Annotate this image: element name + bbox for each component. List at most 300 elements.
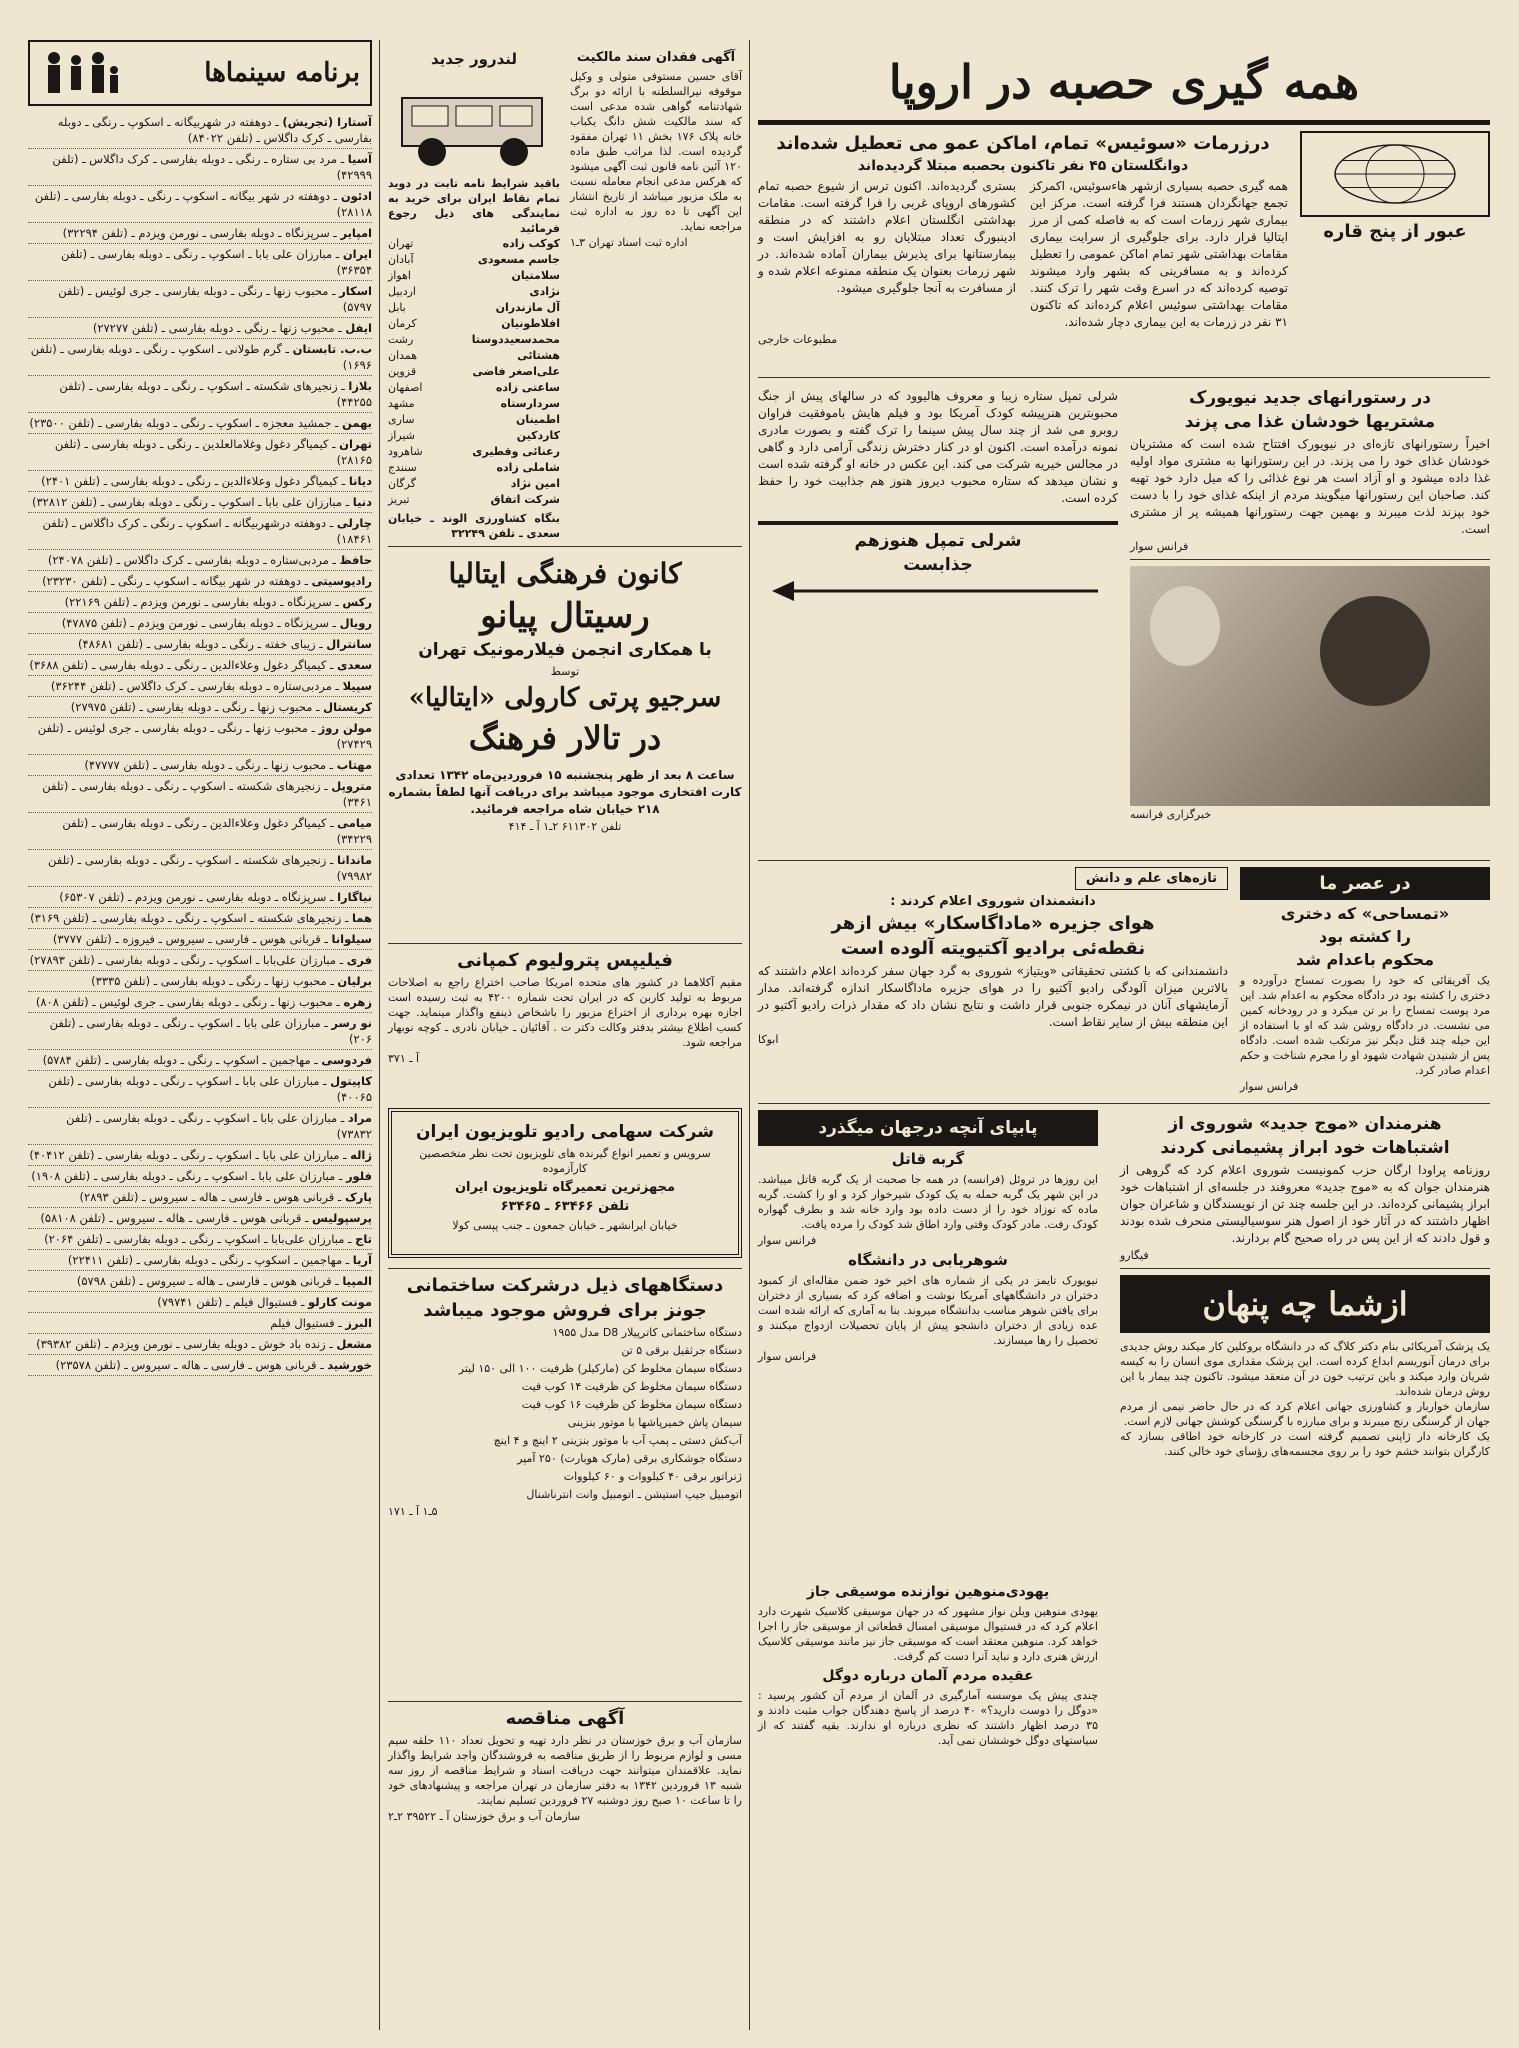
cinema-list-item: ادئون ـ دوهفته در شهر بیگانه ـ اسکوپ ـ رنگی ـ دوبله بفارسی ـ (تلفن ۲۸۱۱۸) [28, 186, 372, 223]
cinema-list-item: سیلوانا ـ قربانی هوس ـ فارسی ـ سیروس ـ فیروزه ـ (تلفن ۳۷۷۷) [28, 929, 372, 950]
cinema-program: دوهفته درشهربیگانه ـ اسکوپ ـ رنگی ـ کرک داگلاس ـ (تلفن ۱۸۴۶۱) [42, 516, 372, 546]
dealer-city: ساری [388, 413, 415, 426]
cinema-list-item: مهتاب ـ محبوب زنها ـ رنگی ـ دوبله بفارسی ـ (تلفن ۴۷۷۷۷) [28, 755, 372, 776]
cinema-name: مولن روژ [318, 721, 372, 735]
cinema-program: سرپزنگاه ـ دوبله بفارسی ـ نورمن ویزدم ـ (تلفن ۲۲۱۶۹) [64, 595, 332, 609]
rover-footer: بنگاه کشاورزی الوند ـ خیابان سعدی ـ تلفن ۳۲۲۴۹ [388, 512, 560, 540]
tv-body-1: سرویس و تعمیر انواع گیرنده های تلویزیون تحت نظر متخصصین کارآزموده [419, 1147, 711, 1175]
cinema-list-item: پارک ـ قربانی هوس ـ فارسی ـ هاله ـ سیروس ـ (تلفن ۲۸۹۳) [28, 1187, 372, 1208]
main-headline: همه گیری حصبه در اروپا [888, 55, 1360, 109]
cinema-list-item: رکس ـ سرپزنگاه ـ دوبله بفارسی ـ نورمن ویزدم ـ (تلفن ۲۲۱۶۹) [28, 592, 372, 613]
italy-title-2: رسیتال پیانو [480, 596, 650, 636]
shirley-temple-photo [1130, 566, 1490, 806]
cinema-list-item: تهران ـ کیمیاگر دغول وغلامالعلدین ـ رنگی ـ دوبله بفارسی ـ (تلفن ۲۸۱۶۵) [28, 434, 372, 471]
cinema-program: سرپزنگاه ـ دوبله بفارسی ـ نورمن ویزدم ـ (تلفن ۶۵۳۰۷) [59, 890, 327, 904]
cinema-name: نیاگارا [337, 890, 372, 904]
cinema-program: مبارزان علی بابا ـ اسکوپ ـ رنگی ـ دوبله بفارسی ـ (تلفن ۳۶۳۵۴) [61, 247, 372, 277]
shirley-headline-2: جذابست [903, 555, 973, 575]
italy-phone: تلفن ۶۱۱۳۰۲ ۲ـ۱ آ ـ ۴۱۴ [508, 820, 622, 833]
cinema-name: تاج [355, 1232, 372, 1246]
cinema-program: مبارزان علی بابا ـ اسکوپ ـ رنگی ـ دوبله بفارسی ـ (تلفن ۳۲۸۱۲) [31, 495, 343, 509]
ny-headline-1: در رستورانهای جدید نیویورک [1188, 388, 1432, 408]
cinema-list-item: المپیا ـ قربانی هوس ـ فارسی ـ هاله ـ سیروس ـ (تلفن ۵۷۹۸) [28, 1271, 372, 1292]
dealer-city: گرگان [388, 477, 416, 490]
cinema-name: آسیا [347, 152, 372, 166]
rover-dealer-row [388, 380, 560, 396]
dealer-name: نژادی [529, 285, 560, 298]
cinema-program: سرپزنگاه ـ دوبله بفارسی ـ نورمن ویزدم ـ (تلفن ۳۲۲۹۴) [62, 226, 330, 240]
italy-title-5: در تالار فرهنگ [468, 719, 662, 757]
cinema-name: ایفل [345, 321, 372, 335]
cinema-program: مهاجمین ـ اسکوپ ـ رنگی ـ دوبله بفارسی ـ (تلفن ۵۷۸۴) [42, 1053, 311, 1067]
science-headline-1: دانشمندان شوروی اعلام کردند : [890, 894, 1096, 909]
cinema-list-item: سپیلا ـ مردبی‌ستاره ـ دوبله بفارسی ـ کرک داگلاس ـ (تلفن ۳۶۲۴۴) [28, 676, 372, 697]
dealer-name: جاسم مسعودی [477, 253, 560, 266]
cinema-name: فلور [345, 1169, 372, 1183]
cinema-program: قربانی هوس ـ فارسی ـ هاله ـ سیروس ـ (تلفن ۲۳۵۷۸) [55, 1358, 317, 1372]
crime-headline-3: محکوم باعدام شد [1295, 950, 1434, 969]
cinema-program: محبوب زنها ـ رنگی ـ دوبله بفارسی ـ (تلفن ۲۷۹۷۵) [70, 700, 313, 714]
jones-sale-ad [388, 1275, 742, 1695]
secrets-body: یک پزشک آمریکائی بنام دکتر کلاگ که در دانشگاه بروکلین کار میکند روش جدیدی برای درمان آنوریسم ابداع کرده است. این پزشک مقداری موی انسان را به کیسه شریان وارد میکند و باین ترتیب خون در آن منعقد میشود. تاکنون چند بیمار با این روش درمان شده‌اند. سازمان خواربار و کشاورزی جهانی اعلام کرد که در حال حاضر نیمی از مردم جهان از گرسنگی رنج میبرند و برای مبارزه با گرسنگی کوشش جهانی لازم است. یک کارخانه دار ژاپنی تصمیم گرفته است در کارخانه خود اطاقی بسازد که کارگران بتوانند خشم خود را بر روی مجسمه‌های رؤسای خود خالی کنند. [1120, 1340, 1490, 1458]
cinema-name: المپیا [342, 1274, 372, 1288]
sale-item: آب‌کش دستی ـ پمپ آب با موتور بنزینی ۲ اینچ و ۴ اینچ [493, 1434, 742, 1447]
tv-address: خیابان ایرانشهر ـ خیابان جمعون ـ جنب پپسی کولا [452, 1219, 678, 1232]
newspaper-page [28, 40, 1490, 2030]
sale-item: ژنراتور برقی ۴۰ کیلووات و ۶۰ کیلووات [563, 1470, 742, 1483]
cinema-program: مرد بی ستاره ـ رنگی ـ دوبله بفارسی ـ کرک داگلاس ـ (تلفن ۴۲۹۹۹) [52, 152, 372, 182]
dealer-city: تبریز [388, 493, 410, 506]
dealer-name: امین نژاد [510, 477, 560, 490]
cinema-program: زنجیرهای شکسته ـ اسکوپ ـ رنگی ـ دوبله بفارسی ـ (تلفن ۳۴۶۱) [42, 779, 372, 809]
cinema-name: مراد [347, 1111, 372, 1125]
cinema-program: مبارزان علی‌بابا ـ اسکوپ ـ رنگی ـ دوبله بفارسی ـ (تلفن ۲۰۶۴) [44, 1232, 345, 1246]
cinema-name: فردوسی [321, 1053, 372, 1067]
rover-dealer-row [388, 268, 560, 284]
cinema-name: مونت کارلو [308, 1295, 372, 1309]
cinema-program: زنجیرهای شکسته ـ اسکوپ ـ رنگی ـ دوبله بفارسی ـ (تلفن ۷۹۹۸۲) [48, 853, 372, 883]
sale-item-list [388, 1325, 742, 1502]
cinema-list-item: کاپیتول ـ مبارزان علی بابا ـ اسکوپ ـ رنگی ـ دوبله بفارسی ـ (تلفن ۴۰۰۶۵) [28, 1071, 372, 1108]
cinema-list-item: میامی ـ کیمیاگر دغول وعلاءالدین ـ رنگی ـ دوبله بفارسی ـ (تلفن ۳۴۲۲۹) [28, 813, 372, 850]
science-tag: تازه‌های علم و دانش [1075, 867, 1228, 890]
tv-body-2: مجهزترین تعمیرگاه تلویزیون ایران [454, 1180, 676, 1195]
cinema-list-item: برلیان ـ محبوب زنها ـ رنگی ـ دوبله بفارسی ـ (تلفن ۳۳۳۵) [28, 971, 372, 992]
world-news-logo-text: عبور از پنج قاره [1323, 221, 1467, 242]
cinema-name: البرز [345, 1316, 372, 1330]
cinema-name: ادئون [340, 189, 372, 203]
italy-title-4: سرجیو پرتی کارولی «ایتالیا» [408, 683, 722, 713]
cinema-list-item: مونت کارلو ـ فستیوال فیلم ـ (تلفن ۷۹۷۴۱) [28, 1292, 372, 1313]
cinema-list-item: مولن روژ ـ محبوب زنها ـ رنگی ـ دوبله بفارسی ـ جری لوئیس ـ (تلفن ۲۷۴۲۹) [28, 718, 372, 755]
cinema-list-item: مشعل ـ زنده باد خوش ـ دوبله بفارسی ـ نورمن ویزدم ـ (تلفن ۳۹۳۸۲) [28, 1334, 372, 1355]
cinema-name: هما [351, 911, 372, 925]
arrow-left-icon [768, 579, 1108, 603]
cinema-program: دوهفته در شهر بیگانه ـ اسکوپ ـ رنگی ـ (تلفن ۲۳۲۳۰) [42, 574, 301, 588]
cinema-list-item: سعدی ـ کیمیاگر دغول وعلاءالدین ـ رنگی ـ دوبله بفارسی ـ (تلفن ۳۶۸۸) [28, 655, 372, 676]
sale-item: دستگاه ساختمانی کاترپیلار D8 مدل ۱۹۵۵ [552, 1326, 742, 1339]
rover-dealer-row [388, 236, 560, 252]
cinema-name: ژاله [350, 1148, 372, 1162]
dealer-name: علی‌اصغر فاضی [472, 365, 560, 378]
dealer-name: سلامتیان [511, 269, 560, 282]
photo-child [1150, 586, 1220, 666]
rover-dealer-row [388, 284, 560, 300]
cinema-list-item: مراد ـ مبارزان علی بابا ـ اسکوپ ـ رنگی ـ دوبله بفارسی ـ (تلفن ۷۳۸۳۲) [28, 1108, 372, 1145]
ownership-ref: اداره ثبت اسناد تهران ۳ـ۱ [570, 236, 688, 249]
cinema-program: محبوب زنها ـ رنگی ـ دوبله بفارسی ـ (تلفن ۳۳۳۵) [91, 974, 327, 988]
dealer-name: کوکب زاده [502, 237, 560, 250]
cinema-name: مشعل [336, 1337, 372, 1351]
soviet-source: فیگارو [1120, 1249, 1149, 1262]
cinema-list-item: البرز ـ فستیوال فیلم [28, 1313, 372, 1334]
cinema-program: قربانی هوس ـ فارسی ـ هاله ـ سیروس ـ (تلفن ۲۸۹۳) [79, 1190, 335, 1204]
rover-dealer-row [388, 316, 560, 332]
dealer-name: ساعتی زاده [495, 381, 560, 394]
cinema-program: مبارزان علی بابا ـ اسکوپ ـ رنگی ـ دوبله بفارسی ـ (تلفن ۱۹۰۸) [31, 1169, 336, 1183]
dealer-name: شرکت اتفاق [490, 493, 560, 506]
rover-body: باقید شرایط نامه تابت در دوید تمام نقاط ایران برای خرید به نمایندگی های ذیل رجوع فرمائید [388, 177, 560, 235]
cinema-program: کیمیاگر دغول وعلاءالدین ـ رنگی ـ دوبله بفارسی ـ (تلفن ۲۴۰۱) [41, 474, 339, 488]
dealer-name: رعنائی وقطیری [472, 445, 560, 458]
crime-source: فرانس سوار [1240, 1080, 1299, 1093]
cinema-list-item: ایران ـ مبارزان علی بابا ـ اسکوپ ـ رنگی ـ دوبله بفارسی ـ (تلفن ۳۶۳۵۴) [28, 244, 372, 281]
cinema-name: امپایر [340, 226, 372, 240]
cinema-program: گرم طولانی ـ اسکوپ ـ رنگی ـ دوبله بفارسی ـ (تلفن ۱۶۹۶) [30, 342, 372, 372]
dealer-city: رشت [388, 333, 414, 346]
cinema-title: برنامه سینماها [204, 58, 360, 88]
cinema-header [28, 40, 372, 106]
cinema-list-item: نیاگارا ـ سرپزنگاه ـ دوبله بفارسی ـ نورمن ویزدم ـ (تلفن ۶۵۳۰۷) [28, 887, 372, 908]
ny-headline-2: مشتریها خودشان غذا می پزند [1184, 412, 1436, 432]
world-3-body: یهودی منوهین ویلن نواز مشهور که در جهان موسیقی کلاسیک شهرت دارد اعلام کرد که در فستیوال موسیقی امسال قطعاتی از موسیقی جاز را اجرا خواهد کرد. منوهین معتقد است که موسیقی جاز نیز مانند موسیقی کلاسیک ارزش هنری دارد و نباید آنرا دست کم گرفت. [758, 1605, 1098, 1663]
sale-item: دستگاه جوشکاری برقی (مارک هوبارت) ۲۵۰ آمپر [517, 1452, 742, 1465]
italy-title-3: با همکاری انجمن فیلارمونیک تهران [418, 640, 712, 660]
world-4-title: عقیده مردم آلمان درباره دوگل [822, 1668, 1034, 1684]
cinema-name: رادیوسیتی [311, 574, 372, 588]
rover-dealer-row [388, 252, 560, 268]
cinema-list-item: ب.ب. تابستان ـ گرم طولانی ـ اسکوپ ـ رنگی ـ دوبله بفارسی ـ (تلفن ۱۶۹۶) [28, 339, 372, 376]
cinema-program: مبارزان علی‌بابا ـ اسکوپ ـ رنگی ـ دوبله بفارسی ـ (تلفن ۲۷۸۹۳) [29, 953, 337, 967]
rover-dealer-row [388, 332, 560, 348]
cinema-program: محبوب زنها ـ رنگی ـ دوبله بفارسی ـ جری لوئیس ـ (تلفن ۲۷۴۲۹) [37, 721, 372, 751]
dealer-name: کاردکین [516, 429, 560, 442]
dealer-name: آل مازندران [495, 301, 560, 314]
sale-item: دستگاه جرثقیل برقی ۵ تن [621, 1344, 742, 1357]
cinema-list-item: نو رسر ـ مبارزان علی بابا ـ اسکوپ ـ رنگی ـ دوبله بفارسی ـ (تلفن ۲۰۶) [28, 1013, 372, 1050]
rover-dealer-row [388, 300, 560, 316]
cinema-program: قربانی هوس ـ فارسی ـ سیروس ـ فیروزه ـ (تلفن ۳۷۷۷) [52, 932, 321, 946]
cinema-name: برلیان [337, 974, 372, 988]
dealer-city: سنندج [388, 461, 417, 474]
cinema-name: فری [346, 953, 372, 967]
lead-body-continued: بستری گردیده‌اند. اکنون ترس از شیوع حصبه تمام کشورهای اروپای غربی را فرا گرفته است. مقامات بهداشتی انگلستان اعلام داشتند که در منطقه ادینبورگ تعداد مبتلایان رو به افزایش است و بیمارستانها برای پذیرش بیماران آماده شده‌اند. در شهر زرمات بعنوان یک منطقه ممنوعه اعلام شده و از مسافرت به آنجا جلوگیری میشود. [758, 179, 1016, 295]
cinema-list-item: سانترال ـ زیبای خفته ـ رنگی ـ دوبله بفارسی ـ (تلفن ۴۸۶۸۱) [28, 634, 372, 655]
cinema-name: سیلوانا [331, 932, 372, 946]
cinema-name: متروپل [331, 779, 372, 793]
cinema-program: قربانی هوس ـ فارسی ـ هاله ـ سیروس ـ (تلفن ۵۷۹۸) [76, 1274, 332, 1288]
dealer-city: مشهد [388, 397, 415, 410]
phillips-body: مقیم آکلاهما در کشور های متحده امریکا صاحب اختراع راجع به اصلاحات مربوط به تولید کاربن که در ایران تحت شماره ۴۲۰۰ به ثبت رسیده است اجازه بهره برداری از اختراع مزبور را باشخاص ذینفع واگذار مینماید. جهت کسب اطلاع بیشتر بدفتر وکالت دکتر ت . آقائیان ـ خیابان نادری ـ کوچه نوبهار مراجعه شود. [388, 976, 743, 1049]
soviet-headline-1: هنرمندان «موج جدید» شوروی از [1168, 1114, 1442, 1134]
sale-title-1: دستگاههای ذیل درشرکت ساختمانی [406, 1275, 724, 1296]
science-body: دانشمندانی که با کشتی تحقیقاتی «ویتیاز» شوروی به گرد جهان سفر کرده‌اند اعلام داشتند که بالاترین میزان آلودگی رادیو آکتیو را در هوای جزیره ماداگاسکار اندازه گرفته‌اند. مدار آزمایشهای آنان در نیمکره جنوبی قرار داشت و نتایج نشان داد که مقدار ذرات رادیو آکتیو در این منطقه بیش از سایر نقاط است. [758, 964, 1228, 1029]
photo-figure [1320, 596, 1430, 706]
cinema-name: ماندانا [337, 853, 372, 867]
phillips-ref: آ ـ ۳۷۱ [388, 1052, 420, 1065]
land-rover-illustration [388, 72, 560, 172]
cinema-name: اسکار [339, 284, 372, 298]
sale-ref: ۵ـ۱ آ ـ ۱۷۱ [388, 1505, 438, 1518]
cinema-name: بلازا [348, 379, 372, 393]
cinema-list-item: زهره ـ محبوب زنها ـ رنگی ـ دوبله بفارسی ـ جری لوئیس ـ (تلفن ۸۰۸) [28, 992, 372, 1013]
cinema-name: تهران [339, 437, 372, 451]
crime-headline-1: «تمساحی» که دختری [1280, 904, 1450, 923]
cinema-name: پرسپولیس [312, 1211, 372, 1225]
dealer-name: اطمینان [515, 413, 560, 426]
cinema-program: مهاجمین ـ اسکوپ ـ رنگی ـ دوبله بفارسی ـ (تلفن ۲۲۴۱۱) [67, 1253, 343, 1267]
dealer-name: سردارستاه [500, 397, 560, 410]
cinema-name: مهتاب [336, 758, 372, 772]
globe-icon [1308, 142, 1482, 206]
cinema-program: مبارزان علی بابا ـ اسکوپ ـ رنگی ـ دوبله بفارسی ـ (تلفن ۴۰۴۱۲) [29, 1148, 340, 1162]
cinema-program: محبوب زنها ـ رنگی ـ دوبله بفارسی ـ جری لوئیس ـ (تلفن ۵۷۹۷) [58, 284, 372, 314]
cinema-program: محبوب زنها ـ رنگی ـ دوبله بفارسی ـ (تلفن ۲۷۲۷۷) [92, 321, 335, 335]
cinema-list-item: کریستال ـ محبوب زنها ـ رنگی ـ دوبله بفارسی ـ (تلفن ۲۷۹۷۵) [28, 697, 372, 718]
cinema-list-item: رویال ـ سرپزنگاه ـ دوبله بفارسی ـ نورمن ویزدم ـ (تلفن ۴۷۸۷۵) [28, 613, 372, 634]
cinema-program: کیمیاگر دغول وعلاءالدین ـ رنگی ـ دوبله بفارسی ـ (تلفن ۳۶۸۸) [29, 658, 327, 672]
rover-dealer-row [388, 444, 560, 460]
cinema-name: دنیا [352, 495, 372, 509]
dealer-city: کرمان [388, 317, 417, 330]
dealer-city: اهواز [388, 269, 411, 282]
tender-title: آگهی مناقصه [505, 1708, 625, 1729]
cinema-program: زنجیرهای شکسته ـ اسکوپ ـ رنگی ـ دوبله بفارسی ـ (تلفن ۳۱۶۹) [30, 911, 342, 925]
cinema-list-item: فلور ـ مبارزان علی بابا ـ اسکوپ ـ رنگی ـ دوبله بفارسی ـ (تلفن ۱۹۰۸) [28, 1166, 372, 1187]
shirley-headline-1: شرلی تمپل هنوزهم [854, 531, 1022, 551]
cinema-list-item: خورشید ـ قربانی هوس ـ فارسی ـ هاله ـ سیروس ـ (تلفن ۲۳۵۷۸) [28, 1355, 372, 1376]
italy-ad [388, 557, 742, 937]
cinema-program: زنده باد خوش ـ دوبله بفارسی ـ نورمن ویزدم ـ (تلفن ۳۹۳۸۲) [36, 1337, 326, 1351]
cinema-name: دیانا [348, 474, 372, 488]
cinema-list-item: پرسپولیس ـ قربانی هوس ـ فارسی ـ هاله ـ سیروس ـ (تلفن ۵۸۱۰۸) [28, 1208, 372, 1229]
tender-ad [388, 1708, 742, 1823]
ny-source: فرانس سوار [1130, 540, 1189, 553]
rover-dealer-row [388, 428, 560, 444]
tv-ad [388, 1108, 742, 1258]
world-4-body: چندی پیش یک موسسه آمارگیری در آلمان از مردم آن کشور پرسید : «دوگل را دوست دارید؟» ۴۰ درصد از پاسخ دهندگان جواب مثبت دادند و ۳۵ درصد اظهار داشتند که نظری درباره او ندارند. بقیه گفتند که از سیاستهای دوگل خوششان نمی آید. [758, 1689, 1098, 1747]
dealer-city: تهران [388, 237, 414, 250]
dealer-city: قزوین [388, 365, 417, 378]
column-rule [379, 40, 380, 2030]
crime-headline-2: را کشته بود [1319, 927, 1411, 946]
cinema-name: ایران [342, 247, 372, 261]
cinema-name: زهره [343, 995, 372, 1009]
cinema-name: کاپیتول [330, 1074, 372, 1088]
secrets-banner: ازشما چه پنهان [1120, 1275, 1490, 1333]
cinema-list-item: بهمن ـ جمشید معجزه ـ اسکوپ ـ رنگی ـ دوبله بفارسی ـ (تلفن ۲۳۵۰۰) [28, 413, 372, 434]
soviet-body: روزنامه پراودا ارگان حزب کمونیست شوروی اعلام کرد که گروهی از هنرمندان جوان که به «موج جدید» معروفند در جلسه‌ای از اشتباهات خود ابراز پشیمانی کرده‌اند. در این جلسه چند تن از نویسندگان و شاعران جوان اظهار داشتند که در آثار خود از اصول هنر سوسیالیستی منحرف شده بودند و قول دادند که از این پس در راه صحیح گام بردارند. [1120, 1163, 1490, 1245]
world-2-title: شوهریابی در دانشگاه [848, 1251, 1008, 1269]
cinema-list-item: تاج ـ مبارزان علی‌بابا ـ اسکوپ ـ رنگی ـ دوبله بفارسی ـ (تلفن ۲۰۶۴) [28, 1229, 372, 1250]
dealer-city: شاهرود [388, 445, 423, 458]
tv-body-3: تلفن ۶۳۴۶۶ ـ ۶۳۴۶۵ [500, 1199, 630, 1214]
rover-dealer-row [388, 348, 560, 364]
cinema-name: ب.ب. تابستان [292, 342, 372, 356]
italy-title-1: کانون فرهنگی ایتالیا [448, 557, 682, 590]
italy-body: ساعت ۸ بعد از ظهر پنجشنبه ۱۵ فروردین‌ماه ۱۳۴۲ تعدادی کارت افتخاری موجود میباشد برای دریافت آنها لطفاً بشماره ۲۱۸ خیابان شاه مراجعه فرمائید. [388, 768, 742, 816]
soviet-headline-2: اشتباهات خود ابراز پشیمانی کردند [1160, 1138, 1450, 1158]
photo-credit: خبرگزاری فرانسه [1130, 808, 1212, 821]
cinema-program: فستیوال فیلم ـ (تلفن ۷۹۷۴۱) [157, 1295, 298, 1309]
cinema-program: کیمیاگر دغول وعلاءالدین ـ رنگی ـ دوبله بفارسی ـ (تلفن ۳۴۲۲۹) [62, 816, 372, 846]
cinema-program: دوهفته در شهر بیگانه ـ اسکوپ ـ رنگی ـ دوبله بفارسی ـ (تلفن ۲۸۱۱۸) [34, 189, 372, 219]
sale-title-2: جونز برای فروش موجود میباشد [423, 1300, 707, 1321]
cinema-program: زنجیرهای شکسته ـ اسکوپ ـ رنگی ـ دوبله بفارسی ـ (تلفن ۴۴۲۵۵) [59, 379, 372, 409]
sale-item: سیمان پاش خمیرپاشها با موتور بنزینی [567, 1416, 742, 1429]
cinema-list-item: حافظ ـ مردبی‌ستاره ـ دوبله بفارسی ـ کرک داگلاس ـ (تلفن ۲۴۰۷۸) [28, 550, 372, 571]
lead-source: مطبوعات خارجی [758, 333, 838, 346]
cinema-list-item: ماندانا ـ زنجیرهای شکسته ـ اسکوپ ـ رنگی ـ دوبله بفارسی ـ (تلفن ۷۹۹۸۲) [28, 850, 372, 887]
tender-footer: سازمان آب و برق خوزستان آ ـ ۳۹۵۲۲ ۲ـ۲ [388, 1810, 581, 1823]
cinema-program: محبوب زنها ـ رنگی ـ دوبله بفارسی ـ جری لوئیس ـ (تلفن ۸۰۸) [35, 995, 333, 1009]
cinema-program: محبوب زنها ـ رنگی ـ دوبله بفارسی ـ (تلفن ۴۷۷۷۷) [84, 758, 327, 772]
rover-dealer-row [388, 412, 560, 428]
cinema-name: رویال [339, 616, 372, 630]
cinema-program: مبارزان علی بابا ـ اسکوپ ـ رنگی ـ دوبله بفارسی ـ (تلفن ۷۳۸۳۲) [66, 1111, 372, 1141]
science-headline-3: نقطه‌ئی برادیو آکتیویته آلوده است [840, 938, 1146, 959]
dealer-city: اصفهان [388, 381, 423, 394]
ownership-body: آقای حسین مستوفی متولی و وکیل موقوفه نیرالسلطنه با ارائه دو برگ شهادتنامه گواهی شده مدعی است که سند مالکیت شش دانگ یکباب خانه پلاک ۱۷۶ بخش ۱۱ تهران مفقود گردیده است. لذا مراتب طبق ماده ۱۲۰ آئین نامه قانون ثبت آگهی میشود که هرکس مدعی انجام معامله نسبت به ملک مزبور میباشد از تاریخ انتشار این آگهی تا ده روز به اداره ثبت مراجعه نماید. [570, 70, 742, 233]
sale-item: دستگاه سیمان مخلوط کن ظرفیت ۱۶ کوب فیت [521, 1398, 742, 1411]
cinema-list-item: آسیا ـ مرد بی ستاره ـ رنگی ـ دوبله بفارسی ـ کرک داگلاس ـ (تلفن ۴۲۹۹۹) [28, 149, 372, 186]
cinema-list-item: چارلی ـ دوهفته درشهربیگانه ـ اسکوپ ـ رنگی ـ کرک داگلاس ـ (تلفن ۱۸۴۶۱) [28, 513, 372, 550]
crime-body: یک آفریقائی که خود را بصورت تمساح درآورده و دختری را کشته بود در دادگاه محکوم به اعدام شد. این مرد پوست تمساح را بر تن میکرد و در رودخانه کمین می نشست. در دادگاه روشن شد که او با استفاده از این حیله چند قتل دیگر نیز مرتکب شده است. دادگاه پس از شنیدن شهادت شهود او را مجرم شناخت و حکم اعدام صادر کرد. [1240, 974, 1490, 1077]
lead-headline-2: دوانگلستان ۴۵ نفر تاکنون بحصبه مبتلا گردیده‌اند [857, 158, 1189, 174]
rover-dealer-row [388, 364, 560, 380]
rover-dealer-row [388, 476, 560, 492]
ny-body: اخیراً رستورانهای تازه‌ای در نیویورک افتتاح شده است که مشتریان خودشان غذای خود را می پزند. در این رستورانها به مشتری مواد اولیه غذا داده میشود و او آزاد است هر نوع غذائی را که میل دارد خود تهیه کند. صاحبان این رستورانها میگویند مردم از اینکه غذای خود را با دست خود بپزند لذت میبرند و بهمین جهت رستورانها همیشه پر از مشتری است. [1130, 437, 1490, 536]
shirley-body: شرلی تمپل ستاره زیبا و معروف هالیوود که در سالهای پیش از جنگ محبوبترین هنرپیشه کودک آمریکا بود و فیلم هایش باموفقیت فراوان روبرو می شد از چند سال پیش سینما را ترک گفته و بصورت مادری نمونه درآمده است. اکنون او در کنار دخترش زندگی آرامی دارد و گاهی در مجالس خیریه شرکت می کند. این عکس در خانه او گرفته شده است و نشان میدهد که ستاره محبوب دیروز هنوز هم جذابیت خود را حفظ کرده است. [758, 389, 1118, 505]
phillips-ad [388, 950, 742, 1100]
sale-item: دستگاه سیمان مخلوط کن ظرفیت ۱۴ کوب فیت [521, 1380, 742, 1393]
world-banner: پابپای آنچه درجهان میگذرد [758, 1110, 1098, 1146]
cinema-name: کریستال [323, 700, 372, 714]
sale-item: دستگاه سیمان مخلوط کن (مارکیلر) ظرفیت ۱۰۰ الی ۱۵۰ لیتر [458, 1362, 742, 1375]
cinema-list-item: دنیا ـ مبارزان علی بابا ـ اسکوپ ـ رنگی ـ دوبله بفارسی ـ (تلفن ۳۲۸۱۲) [28, 492, 372, 513]
rover-dealer-row [388, 396, 560, 412]
cinema-name: سعدی [337, 658, 372, 672]
dealer-name: افلاطونیان [501, 317, 560, 330]
tv-title: شرکت سهامی رادیو تلویزیون ایران [416, 1122, 714, 1142]
dealer-city: آبادان [388, 253, 414, 266]
cinema-name: پارک [344, 1190, 372, 1204]
dealer-city: شیراز [388, 429, 415, 442]
tender-body: سازمان آب و برق خوزستان در نظر دارد تهیه و تحویل تعداد ۱۱۰ حلقه سیم مسی و لوازم مربوط را از طریق مناقصه به فروشندگان واجد شرایط واگذار نماید. علاقمندان میتوانند جهت دریافت اسناد و شرایط مناقصه از روز سه شنبه ۱۳ فروردین ۱۳۴۲ به دفتر سازمان در تهران مراجعه و پیشنهادهای خود را تا ساعت ۱۰ صبح روز دوشنبه ۲۷ فروردین تسلیم نمایند. [388, 1734, 742, 1807]
column-rule [749, 40, 750, 2030]
dealer-city: بابل [388, 301, 406, 314]
family-figures-icon [40, 50, 120, 96]
cinema-program: زیبای خفته ـ رنگی ـ دوبله بفارسی ـ (تلفن ۴۸۶۸۱) [78, 637, 316, 651]
phillips-title: فیلیپس پترولیوم کمپانی [457, 950, 673, 971]
rover-dealer-row [388, 460, 560, 476]
cinema-name: سپیلا [342, 679, 372, 693]
cinema-list-item: اسکار ـ محبوب زنها ـ رنگی ـ دوبله بفارسی ـ جری لوئیس ـ (تلفن ۵۷۹۷) [28, 281, 372, 318]
cinema-program: دوهفته در شهربیگانه ـ اسکوپ ـ رنگی ـ دوبله بفارسی ـ کرک داگلاس ـ (تلفن ۸۴۰۲۲) [57, 115, 372, 145]
cinema-list-item: متروپل ـ زنجیرهای شکسته ـ اسکوپ ـ رنگی ـ دوبله بفارسی ـ (تلفن ۳۴۶۱) [28, 776, 372, 813]
cinema-list-item: امپایر ـ سرپزنگاه ـ دوبله بفارسی ـ نورمن ویزدم ـ (تلفن ۳۲۲۹۴) [28, 223, 372, 244]
news-section [758, 40, 1490, 1880]
world-3-title: یهودی‌منوهین نوازنده موسیقی جاز [806, 1584, 1050, 1600]
rover-title: لندرور جدید [430, 50, 517, 68]
cinema-list-item: آریا ـ مهاجمین ـ اسکوپ ـ رنگی ـ دوبله بفارسی ـ (تلفن ۲۲۴۱۱) [28, 1250, 372, 1271]
rover-dealer-list [388, 236, 560, 508]
dealer-name: هشتائی [517, 349, 560, 362]
cinema-name: چارلی [336, 516, 372, 530]
cinema-program: مردبی‌ستاره ـ دوبله بفارسی ـ کرک داگلاس ـ (تلفن ۲۴۰۷۸) [47, 553, 329, 567]
cinema-program: مردبی‌ستاره ـ دوبله بفارسی ـ کرک داگلاس ـ (تلفن ۳۶۲۴۴) [50, 679, 332, 693]
cinema-program: مبارزان علی بابا ـ اسکوپ ـ رنگی ـ دوبله بفارسی ـ (تلفن ۴۰۰۶۵) [48, 1074, 372, 1104]
cinema-name: حافظ [339, 553, 372, 567]
world-1-title: گربه قاتل [891, 1150, 965, 1168]
cinema-name: بهمن [342, 416, 372, 430]
cinema-list-item: ایفل ـ محبوب زنها ـ رنگی ـ دوبله بفارسی ـ (تلفن ۲۷۲۷۷) [28, 318, 372, 339]
cinema-name: میامی [337, 816, 372, 830]
ownership-title: آگهی فقدان سند مالکیت [576, 50, 736, 65]
cinema-list-item: آستارا (تجریش) ـ دوهفته در شهربیگانه ـ اسکوپ ـ رنگی ـ دوبله بفارسی ـ کرک داگلاس ـ (تلفن ۸۴۰۲۲) [28, 112, 372, 149]
cinema-list-item: بلازا ـ زنجیرهای شکسته ـ اسکوپ ـ رنگی ـ دوبله بفارسی ـ (تلفن ۴۴۲۵۵) [28, 376, 372, 413]
cinema-list-item: فردوسی ـ مهاجمین ـ اسکوپ ـ رنگی ـ دوبله بفارسی ـ (تلفن ۵۷۸۴) [28, 1050, 372, 1071]
italy-by: توسط [550, 665, 580, 678]
cinema-name: آستارا (تجریش) [282, 115, 372, 129]
cinema-program: قربانی هوس ـ فارسی ـ هاله ـ سیروس ـ (تلفن ۵۸۱۰۸) [40, 1211, 302, 1225]
dealer-city: همدان [388, 349, 418, 362]
cinema-list-item: ژاله ـ مبارزان علی بابا ـ اسکوپ ـ رنگی ـ دوبله بفارسی ـ (تلفن ۴۰۴۱۲) [28, 1145, 372, 1166]
ads-section [388, 40, 742, 1825]
cinema-name: رکس [342, 595, 372, 609]
cinema-program: مبارزان علی بابا ـ اسکوپ ـ رنگی ـ دوبله بفارسی ـ (تلفن ۲۰۶) [49, 1016, 372, 1046]
cinema-list [28, 112, 372, 1376]
world-2-source: فرانس سوار [758, 1350, 817, 1363]
rover-dealer-row [388, 492, 560, 508]
cinema-list-item: فری ـ مبارزان علی‌بابا ـ اسکوپ ـ رنگی ـ دوبله بفارسی ـ (تلفن ۲۷۸۹۳) [28, 950, 372, 971]
cinema-program: کیمیاگر دغول وغلامالعلدین ـ رنگی ـ دوبله بفارسی ـ (تلفن ۲۸۱۶۵) [54, 437, 372, 467]
lead-body: همه گیری حصبه بسیاری ازشهر هاءسوئیس، اکمرکز تجمع جهانگردان هستند فرا گرفته است. مرکز این بیماری شهر زرمات است که به فاصله کمی از مرز ایتالیا قرار دارد. برای جلوگیری از سرایت بیماری مقامات بهداشتی شهر تمام اماکن عمومی را تعطیل کرده‌اند و به مسافرینی که بشهر وارد میشوند توصیه کرده‌اند که در اسرع وقت شهر را ترک کنند. مقامات بهداشتی سوئیس اعلام کرده‌اند که تاکنون ۳۱ نفر در زرمات به این بیماری دچار شده‌اند. [1030, 179, 1288, 329]
cinema-section [28, 40, 372, 1376]
dealer-name: شاملی زاده [496, 461, 560, 474]
science-headline-2: هوای جزیره «ماداگاسکار» بیش ازهر [831, 913, 1155, 934]
world-1-source: فرانس سوار [758, 1234, 817, 1247]
cinema-name: نو رسر [331, 1016, 372, 1030]
dealer-city: اردبیل [388, 285, 416, 298]
cinema-program: سرپزنگاه ـ دوبله بفارسی ـ نورمن ویزدم ـ (تلفن ۴۷۸۷۵) [61, 616, 329, 630]
sale-item: اتومبیل جیپ استیشن ـ اتومبیل وانت انترناشنال [526, 1488, 742, 1501]
cinema-program: جمشید معجزه ـ اسکوپ ـ رنگی ـ دوبله بفارسی ـ (تلفن ۲۳۵۰۰) [29, 416, 332, 430]
dealer-name: محمدسعیددوستا [471, 333, 560, 346]
lead-headline-1: درزرمات «سوئیس» تمام، اماکن عمو می تعطیل شده‌اند [776, 133, 1270, 154]
science-source: ابوکا [758, 1033, 779, 1046]
cinema-name: خورشید [327, 1358, 372, 1372]
cinema-list-item: رادیوسیتی ـ دوهفته در شهر بیگانه ـ اسکوپ ـ رنگی ـ (تلفن ۲۳۲۳۰) [28, 571, 372, 592]
world-2-body: نیویورک تایمز در یکی از شماره های اخیر خود ضمن مقاله‌ای از کمبود دختران در دانشگاههای آمریکا نوشت و اضافه کرد که بسیاری از دختران برای یافتن شوهر مناسب بدانشگاه میروند. بنا به آماری که ارائه شده است عده زیادی از دختران دانشجو پیش از پایان تحصیلات ازدواج میکنند و تحصیل را رها میسازند. [758, 1274, 1098, 1347]
crime-banner: در عصر ما [1240, 867, 1490, 900]
cinema-list-item: دیانا ـ کیمیاگر دغول وعلاءالدین ـ رنگی ـ دوبله بفارسی ـ (تلفن ۲۴۰۱) [28, 471, 372, 492]
world-news-logo [1300, 131, 1490, 217]
world-1-body: این روزها در تروئل (فرانسه) در همه جا صحبت از یک گربه قاتل میباشد. در این شهر یک گربه حمله به یک کودک شیرخوار کرد و او را کشت. گربه ماده که نوزاد خود را از دست داده بود وارد خانه شد و بطرف گهواره کودک رفت. مادر کودک وقتی وارد اطاق شد کودک را مرده یافت. [758, 1173, 1098, 1231]
cinema-list-item: هما ـ زنجیرهای شکسته ـ اسکوپ ـ رنگی ـ دوبله بفارسی ـ (تلفن ۳۱۶۹) [28, 908, 372, 929]
cinema-name: آریا [352, 1253, 372, 1267]
cinema-name: سانترال [326, 637, 372, 651]
